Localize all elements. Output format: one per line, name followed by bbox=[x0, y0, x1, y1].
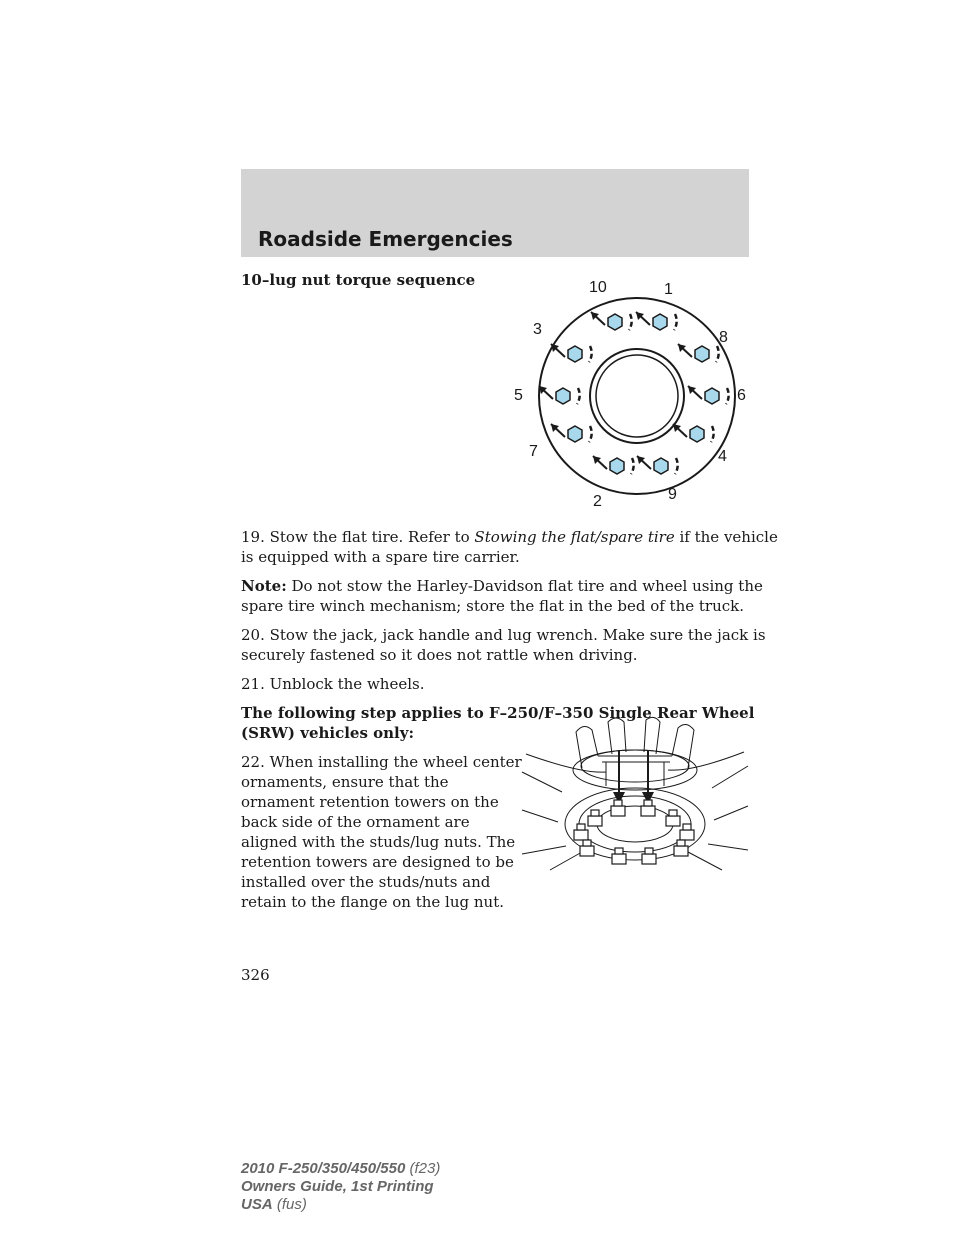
footer-line-2: Owners Guide, 1st Printing bbox=[241, 1178, 434, 1195]
page-number: 326 bbox=[241, 966, 270, 984]
lug-label-3: 3 bbox=[533, 321, 542, 338]
lug-label-2: 2 bbox=[593, 493, 602, 510]
step-22-line: 22. When installing the wheel center bbox=[241, 753, 522, 771]
step-22-line: ornaments, ensure that the bbox=[241, 773, 449, 791]
step-22-line: retain to the flange on the lug nut. bbox=[241, 893, 504, 911]
footer-line-1: 2010 F-250/350/450/550 (f23) bbox=[241, 1160, 441, 1177]
note-paragraph: Note: Do not stow the Harley-Davidson flat tire and wheel using the bbox=[241, 577, 763, 595]
lug-label-10: 10 bbox=[589, 279, 607, 296]
torque-sequence-heading: 10–lug nut torque sequence bbox=[241, 271, 476, 289]
srw-heading: The following step applies to F–250/F–350 Single Rear Wheel bbox=[241, 704, 755, 722]
step-20: 20. Stow the jack, jack handle and lug wrench. Make sure the jack is bbox=[241, 626, 766, 644]
lug-label-5: 5 bbox=[514, 387, 523, 404]
step-19: 19. Stow the flat tire. Refer to Stowing the flat/spare tire if the vehicle bbox=[241, 528, 778, 546]
step-22-line: back side of the ornament are bbox=[241, 813, 470, 831]
document-footer bbox=[241, 1160, 440, 1214]
step-20-cont: securely fastened so it does not rattle when driving. bbox=[241, 646, 638, 664]
step-22-line: ornament retention towers on the bbox=[241, 793, 499, 811]
step-22-line: aligned with the studs/lug nuts. The bbox=[241, 833, 516, 851]
lug-label-1: 1 bbox=[664, 281, 673, 298]
section-header-band bbox=[241, 169, 749, 257]
note-paragraph-cont: spare tire winch mechanism; store the flat in the bed of the truck. bbox=[241, 597, 744, 615]
footer-line-3: USA (fus) bbox=[241, 1196, 307, 1213]
lug-label-7: 7 bbox=[529, 443, 538, 460]
section-title: Roadside Emergencies bbox=[258, 227, 513, 251]
step-22-line: retention towers are designed to be bbox=[241, 853, 514, 871]
lug-nut-torque-diagram bbox=[505, 276, 745, 508]
step-21: 21. Unblock the wheels. bbox=[241, 675, 425, 693]
lug-label-4: 4 bbox=[718, 448, 727, 465]
center-ornament-illustration bbox=[522, 714, 748, 870]
srw-heading-cont: (SRW) vehicles only: bbox=[241, 724, 414, 742]
step-22-line: installed over the studs/nuts and bbox=[241, 873, 491, 891]
lug-label-9: 9 bbox=[668, 486, 677, 503]
step-19-cont: is equipped with a spare tire carrier. bbox=[241, 548, 520, 566]
wheel-hub-inner bbox=[596, 355, 678, 437]
lug-label-6: 6 bbox=[737, 387, 746, 404]
lug-label-8: 8 bbox=[719, 329, 728, 346]
